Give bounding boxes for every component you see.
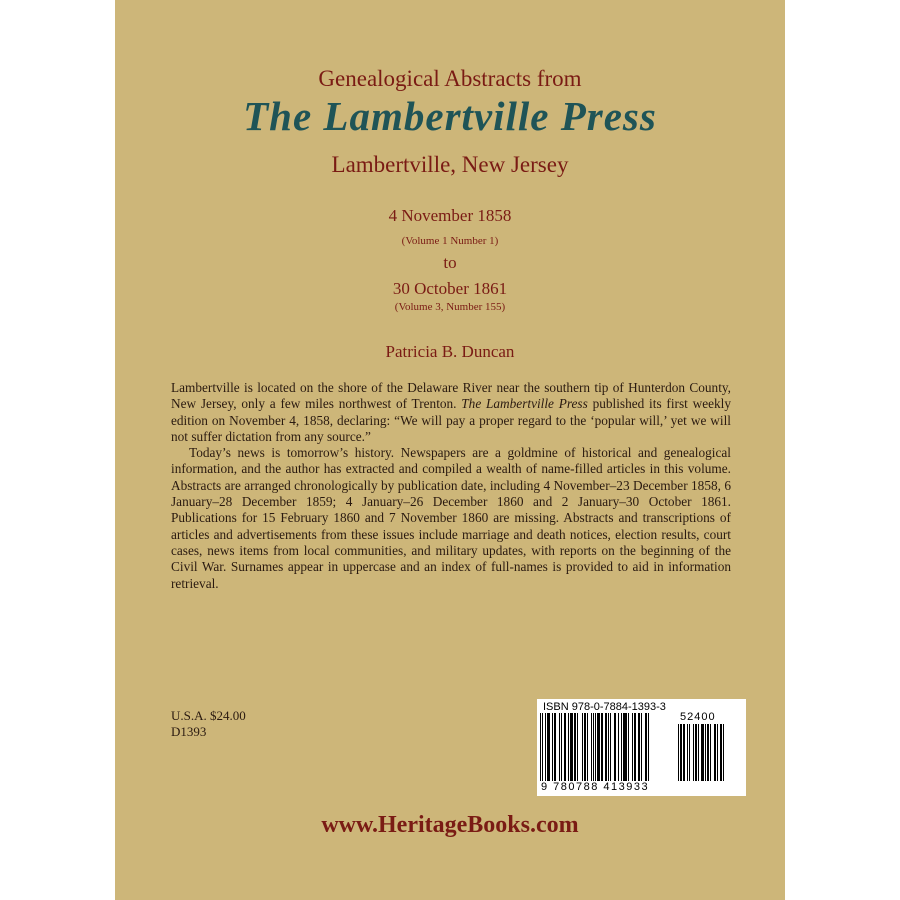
newspaper-title: The Lambertville Press [461,396,588,412]
book-back-cover [115,0,785,900]
book-description [171,380,731,592]
barcode-bar [705,724,706,781]
barcode-bar [610,713,611,781]
title-line-1: Genealogical Abstracts from [318,66,582,91]
main-barcode-bars [540,713,674,781]
barcode-bar [570,713,573,781]
barcode-bar [552,713,553,781]
barcode-bar [701,724,704,781]
barcode-bar [628,713,629,781]
barcode-bar [608,713,609,781]
barcode-bar [648,713,649,781]
barcode-bar [577,713,578,781]
publisher-website: www.HeritageBooks.com [321,812,579,838]
barcode-bar [621,713,622,781]
barcode-bar [687,724,688,781]
barcode-bar [618,713,619,781]
barcode-bar [595,713,596,781]
barcode-bar [545,713,546,781]
barcode-bar [593,713,594,781]
date-range-to: to [443,253,457,272]
barcode-bar [587,713,588,781]
barcode-bar [689,724,690,781]
barcode-bar [554,713,556,781]
barcode-bar [680,724,682,781]
barcode-bar [707,724,709,781]
barcode-bar [698,724,699,781]
price-label: U.S.A. $24.00 [171,708,246,723]
start-volume: (Volume 1 Number 1) [401,235,499,247]
barcode-bar [638,713,640,781]
barcode-bar [693,724,694,781]
end-volume: (Volume 3, Number 155) [394,301,506,313]
place-subtitle: Lambertville, New Jersey [331,152,569,177]
barcode-bar [601,713,603,781]
barcode-bar [584,713,586,781]
barcode-bar [561,713,562,781]
barcode-bar [695,724,697,781]
barcode-bar [542,713,543,781]
start-date: 4 November 1858 [388,206,512,225]
addon-barcode-bars [678,724,740,781]
barcode-bar [632,713,633,781]
barcode-bar [678,724,679,781]
barcode-bar [683,724,685,781]
barcode-bar [717,724,718,781]
barcode-bar [582,713,583,781]
barcode-bar [614,713,616,781]
isbn-barcode [537,699,746,796]
barcode-bar [634,713,636,781]
barcode-bar [623,713,627,781]
barcode-bar [564,713,566,781]
product-code: D1393 [171,724,207,739]
end-date: 30 October 1861 [392,279,508,298]
barcode-bar [720,724,722,781]
description-paragraph-2: Today’s news is tomorrow’s history. Newspapers are a goldmine of historical and genealogical information, and the author has extracted and compiled a wealth of name-filled articles in this volume. Abstracts are arranged chronologically by publication date, including 4 November–23 December 1858, 6 January–28 December 1859; 4 January–26 December 1860 and 2 January–30 October 1861. Publications for 15 February 1860 and 7 November 1860 are missing. Abstracts and transcriptions of articles and advertisements from these issues include marriage and death notices, election results, court cases, news items from local communities, and military updates, with reports on the beginning of the Civil War. Surnames appear in uppercase and an index of full-names is provided to aid in information retrieval. [171,445,731,591]
barcode-bar [710,724,711,781]
barcode-bar [540,713,541,781]
barcode-bar [559,713,560,781]
barcode-bar [547,713,550,781]
barcode-bar [641,713,642,781]
barcode-price-code: 52400 [680,711,716,723]
barcode-bar [568,713,569,781]
barcode-bar [645,713,647,781]
barcode-bar [597,713,600,781]
author-name: Patricia B. Duncan [385,342,515,361]
book-title: The Lambertville Press [243,93,657,139]
description-paragraph-1: Lambertville is located on the shore of the Delaware River near the southern tip of Hunterdon County, New Jersey, only a few miles northwest of Trenton. The Lambertville Press published its first weekly edition on November 4, 1858, declaring: “We will pay a proper regard to the ‘popular will,’ yet we will not suffer dictation from any source.” [171,380,731,444]
barcode-bar [714,724,716,781]
barcode-bar [723,724,724,781]
barcode-bar [591,713,592,781]
barcode-bar [605,713,607,781]
isbn-digits: 9 780788 413933 [541,781,650,793]
isbn-label: ISBN 978-0-7884-1393-3 [543,701,666,713]
barcode-bar [574,713,576,781]
